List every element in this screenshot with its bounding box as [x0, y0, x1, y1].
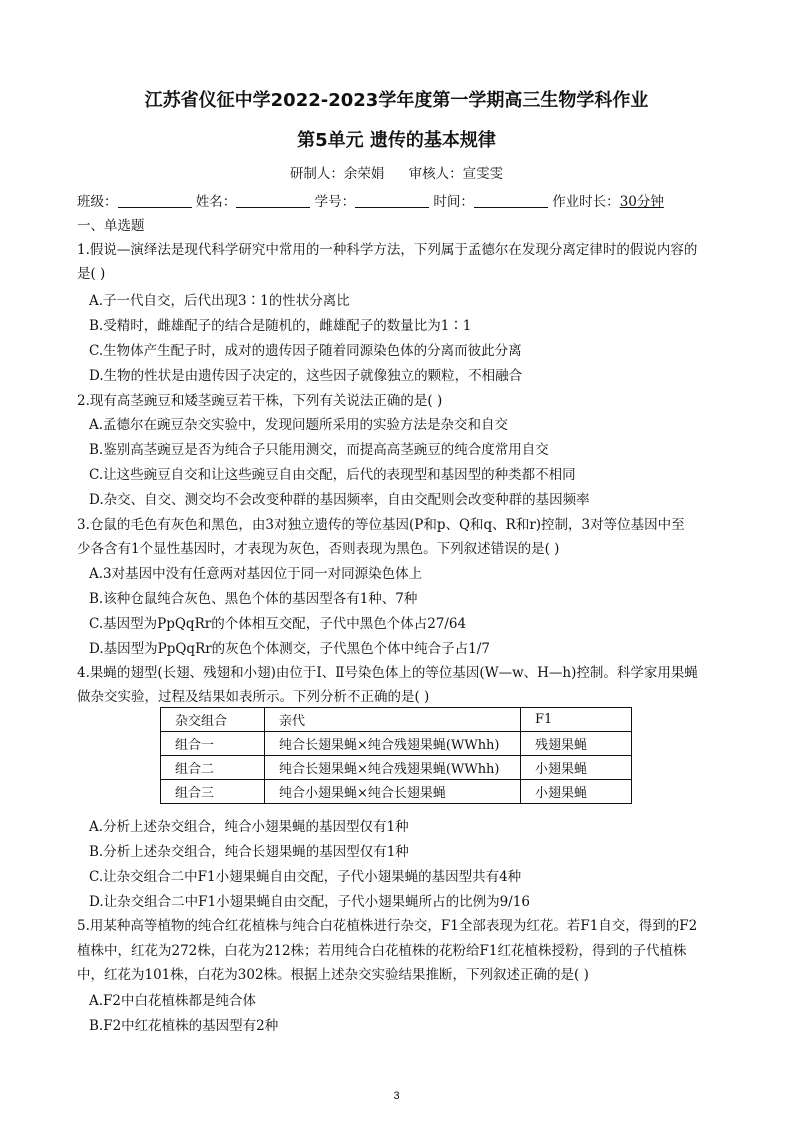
document-title: 江苏省仪征中学2022-2023学年度第一学期高三生物学科作业 — [144, 90, 649, 111]
q2-stem: 2.现有高茎豌豆和矮茎豌豆若干株，下列有关说法正确的是( ) — [77, 393, 443, 409]
q2-option-a: A.孟德尔在豌豆杂交实验中，发现问题所采用的实验方法是杂交和自交 — [89, 417, 509, 433]
q5-option-b: B.F2中红花植株的基因型有2种 — [89, 1018, 279, 1034]
q4-option-c: C.让杂交组合二中F1小翅果蝇自由交配，子代小翅果蝇的基因型共有4种 — [89, 869, 522, 885]
reviewer: 审核人：宣雯雯 — [408, 166, 504, 182]
author-line — [0, 162, 793, 182]
q5-option-a: A.F2中白花植株都是纯合体 — [89, 993, 256, 1009]
q4-stem-line2: 做杂交实验，过程及结果如表所示。下列分析不正确的是( ) — [77, 689, 430, 705]
id-blank[interactable] — [355, 193, 429, 208]
q3-option-b: B.该种仓鼠纯合灰色、黑色个体的基因型各有1种、7种 — [89, 591, 418, 607]
q1-stem-line2: 是( ) — [77, 266, 106, 282]
table-cell: 小翅果蝇 — [521, 756, 632, 780]
time-label: 时间： — [433, 194, 474, 210]
cross-results-table — [160, 707, 632, 804]
q4-option-b: B.分析上述杂交组合，纯合长翅果蝇的基因型仅有1种 — [89, 844, 409, 860]
q3-option-d: D.基因型为PpQqRr的灰色个体测交，子代黑色个体中纯合子占1/7 — [89, 641, 490, 657]
name-label: 姓名： — [195, 194, 237, 210]
q3-option-c: C.基因型为PpQqRr的个体相互交配，子代中黑色个体占27/64 — [89, 616, 467, 632]
q4-stem-line1: 4.果蝇的翅型(长翅、残翅和小翅)由位于Ⅰ、Ⅱ号染色体上的等位基因(W—w、H—h)控制。科学家用果蝇 — [77, 665, 698, 681]
q1-option-d: D.生物的性状是由遗传因子决定的，这些因子就像独立的颗粒，不相融合 — [89, 368, 523, 384]
table-cell: 纯合长翅果蝇×纯合残翅果蝇(WWhh) — [265, 756, 521, 780]
page-number: 3 — [393, 1090, 400, 1102]
table-header-cell: F1 — [521, 708, 632, 732]
table-row — [161, 756, 632, 780]
table-cell: 组合三 — [161, 780, 265, 804]
q1-stem-line1: 1.假说—演绎法是现代科学研究中常用的一种科学方法，下列属于孟德尔在发现分离定律时的假说内容的 — [77, 242, 698, 258]
table-header-row — [161, 708, 632, 732]
time-blank[interactable] — [474, 193, 548, 208]
q1-option-a: A.子一代自交，后代出现3∶1的性状分离比 — [89, 293, 350, 309]
q3-stem-line1: 3.仓鼠的毛色有灰色和黑色，由3对独立遗传的等位基因(P和p、Q和q、R和r)控制，3对等位基因中至 — [77, 517, 685, 533]
table-row — [161, 780, 632, 804]
q2-option-d: D.杂交、自交、测交均不会改变种群的基因频率，自由交配则会改变种群的基因频率 — [89, 492, 590, 508]
table-cell: 组合二 — [161, 756, 265, 780]
author: 研制人：余荣娟 — [289, 166, 385, 182]
q5-stem-line1: 5.用某种高等植物的纯合红花植株与纯合白花植株进行杂交，F1全部表现为红花。若F1自交，得到的F2 — [77, 918, 698, 934]
class-blank[interactable] — [118, 193, 192, 208]
q3-stem-line2: 少各含有1个显性基因时，才表现为灰色，否则表现为黑色。下列叙述错误的是( ) — [77, 541, 560, 557]
duration-label: 作业时长： — [552, 194, 620, 210]
unit-title: 第5单元 遗传的基本规律 — [297, 130, 496, 151]
q1-option-b: B.受精时，雌雄配子的结合是随机的，雌雄配子的数量比为1∶1 — [89, 318, 472, 334]
name-blank[interactable] — [236, 193, 310, 208]
table-cell: 小翅果蝇 — [521, 780, 632, 804]
section-heading: 一、单选题 — [77, 218, 145, 234]
q1-option-c: C.生物体产生配子时，成对的遗传因子随着同源染色体的分离而彼此分离 — [89, 343, 522, 359]
q2-option-c: C.让这些豌豆自交和让这些豌豆自由交配，后代的表现型和基因型的种类都不相同 — [89, 467, 576, 483]
id-label: 学号： — [314, 194, 356, 210]
table-header-cell: 杂交组合 — [161, 708, 265, 732]
q4-option-a: A.分析上述杂交组合，纯合小翅果蝇的基因型仅有1种 — [89, 819, 409, 835]
table-header-cell: 亲代 — [265, 708, 521, 732]
q5-stem-line2: 植株中，红花为272株，白花为212株；若用纯合白花植株的花粉给F1红花植株授粉，得到的子代植株 — [77, 943, 687, 959]
table-cell: 组合一 — [161, 732, 265, 756]
q4-option-d: D.让杂交组合二中F1小翅果蝇自由交配，子代小翅果蝇所占的比例为9/16 — [89, 894, 530, 910]
table-row — [161, 732, 632, 756]
q3-option-a: A.3对基因中没有任意两对基因位于同一对同源染色体上 — [89, 566, 423, 582]
duration-value: 30分钟 — [619, 194, 664, 210]
class-label: 班级： — [77, 194, 118, 210]
table-cell: 纯合小翅果蝇×纯合长翅果蝇 — [265, 780, 521, 804]
student-info-line — [77, 190, 664, 210]
table-cell: 残翅果蝇 — [521, 732, 632, 756]
q5-stem-line3: 中，红花为101株，白花为302株。根据上述杂交实验结果推断，下列叙述正确的是( ) — [77, 967, 589, 983]
table-cell: 纯合长翅果蝇×纯合残翅果蝇(WWhh) — [265, 732, 521, 756]
q2-option-b: B.鉴别高茎豌豆是否为纯合子只能用测交，而提高高茎豌豆的纯合度常用自交 — [89, 442, 549, 458]
